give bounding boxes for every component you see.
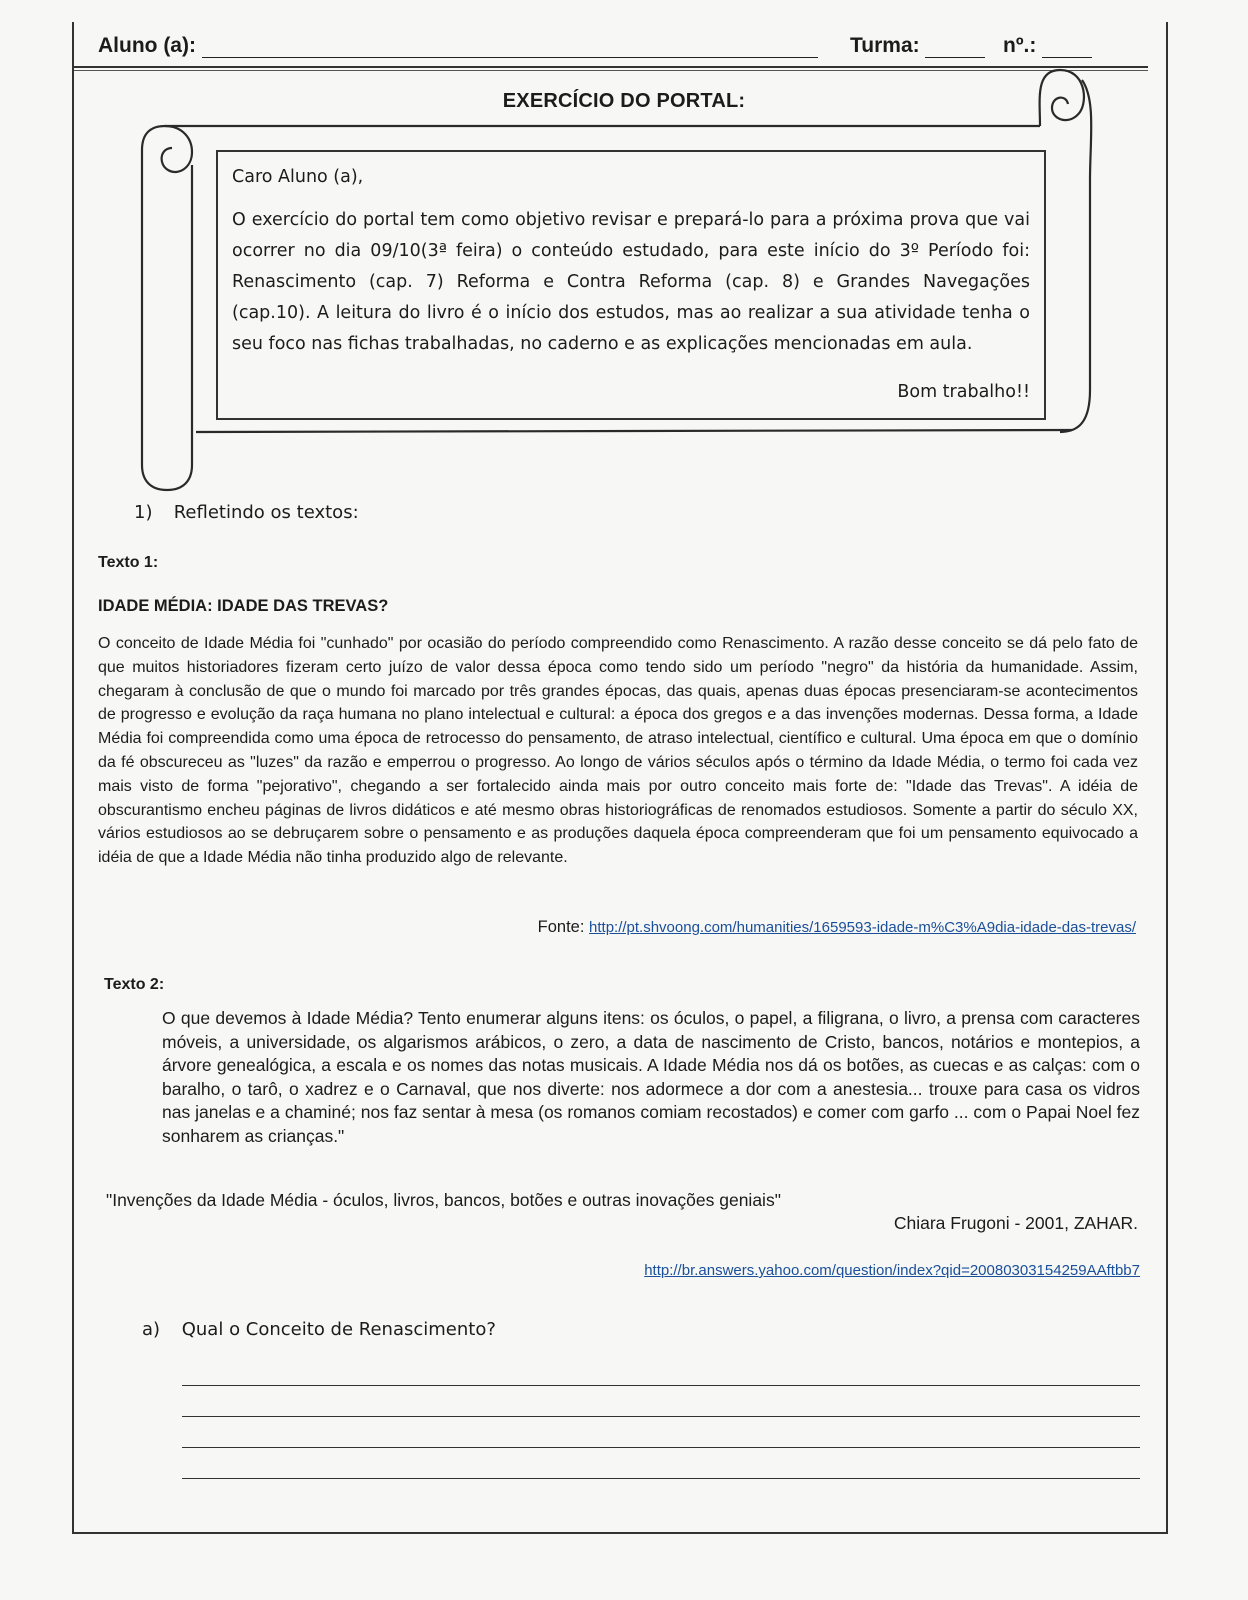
student-name-blank[interactable] — [202, 39, 818, 58]
page-title: EXERCÍCIO DO PORTAL: — [502, 90, 746, 112]
answer-line[interactable] — [182, 1478, 1140, 1479]
answer-line[interactable] — [182, 1416, 1140, 1417]
header-divider — [74, 66, 1148, 71]
question-a — [142, 1319, 496, 1340]
text-1-label: Texto 1: — [98, 554, 159, 571]
text-2-citation: "Invenções da Idade Média - óculos, livros, bancos, botões e outras inovações geniais" — [106, 1190, 781, 1210]
source-link[interactable]: http://pt.shvoong.com/humanities/1659593-idade-m%C3%A9dia-idade-das-trevas/ — [589, 919, 1136, 936]
question-1 — [134, 502, 359, 523]
text-1-body: O conceito de Idade Média foi "cunhado" por ocasião do período compreendido como Renascimento. A razão desse conceito se dá pelo fato de que muitos historiadores fizeram certo juízo de valor dessa época como tendo sido um período "negro" da história da humanidade. Assim, chegaram à conclusão de que o mundo foi marcado por três grandes épocas, das quais, apenas duas épocas presenciaram-se acontecimentos de progresso e evolução da raça humana no plano intelectual e cultural: a época dos gregos e a das invenções modernas. Dessa forma, a Idade Média foi compreendida como uma época de retrocesso do pensamento, de atraso intelectual, científico e cultural. Uma época em que o domínio da fé obscureceu as "luzes" da razão e emperrou o progresso. Ao longo de vários séculos após o término da Idade Média, o termo foi cada vez mais visto de forma "pejorativo", chegando a ser fortalecido ainda mais por outro conceito mais forte de: "Idade das Trevas". A idéia de obscurantismo encheu páginas de livros didáticos e até mesmo obras historiográficas de renomados estudiosos. Somente a partir do século XX, vários estudiosos ao se debruçarem sobre o pensamento e as produções daquela época compreenderam que foi um pensamento equivocado a idéia de que a Idade Média não tinha produzido algo de relevante. — [98, 635, 1138, 867]
number-blank[interactable] — [1042, 39, 1092, 58]
answer-line[interactable] — [182, 1385, 1140, 1386]
class-blank[interactable] — [925, 39, 985, 58]
student-label: Aluno (a): — [98, 34, 196, 57]
intro-message-box — [216, 150, 1046, 420]
student-name-field — [98, 34, 818, 58]
question-1-number: 1) — [134, 502, 153, 523]
intro-greeting: Caro Aluno (a), — [232, 167, 364, 187]
question-a-text: Qual o Conceito de Renascimento? — [181, 1319, 496, 1340]
text-2-author: Chiara Frugoni - 2001, ZAHAR. — [893, 1213, 1138, 1233]
text-1-source — [538, 918, 1136, 937]
intro-sign-off: Bom trabalho!! — [897, 382, 1030, 402]
class-field — [850, 34, 985, 58]
answer-line[interactable] — [182, 1447, 1140, 1448]
question-1-text: Refletindo os textos: — [173, 502, 359, 523]
text-2-link[interactable]: http://br.answers.yahoo.com/question/index?qid=20080303154259AAftbb7 — [644, 1262, 1140, 1279]
text-2-body: O que devemos à Idade Média? Tento enumerar alguns itens: os óculos, o papel, a filigrana, o livro, a prensa com caracteres móveis, a universidade, os algarismos arábicos, o zero, a data de nascimento de Cristo, bancos, notários e montepios, a árvore genealógica, a escala e os nomes das notas musicais. A Idade Média nos dá os botões, as cuecas e as calças: com o baralho, o tarô, o xadrez e o Carnaval, que nos diverte: nos adormece a dor com a anestesia... trouxe para casa os vidros nas janelas e a chaminé; nos faz sentar à mesa (os romanos comiam recostados) e comer com garfo ... com o Papai Noel fez sonharem as crianças." — [162, 1008, 1140, 1146]
intro-body: O exercício do portal tem como objetivo revisar e prepará-lo para a próxima prova que vai ocorrer no dia 09/10(3ª feira) o conteúdo estudado, para este início do 3º Período foi: Renascimento (cap. 7) Reforma e Contra Reforma (cap. 8) e Grandes Navegações (cap.10). A leitura do livro é o início dos estudos, mas ao realizar a sua atividade tenha o seu foco nas fichas trabalhadas, no caderno e as explicações mencionadas em aula. — [232, 210, 1030, 354]
class-label: Turma: — [850, 34, 920, 57]
number-field — [1003, 34, 1092, 58]
text-2-label: Texto 2: — [104, 976, 165, 993]
source-label: Fonte: — [537, 918, 585, 936]
number-label: nº.: — [1003, 34, 1037, 57]
text-1-heading: IDADE MÉDIA: IDADE DAS TREVAS? — [98, 597, 389, 615]
question-a-number: a) — [142, 1319, 161, 1340]
